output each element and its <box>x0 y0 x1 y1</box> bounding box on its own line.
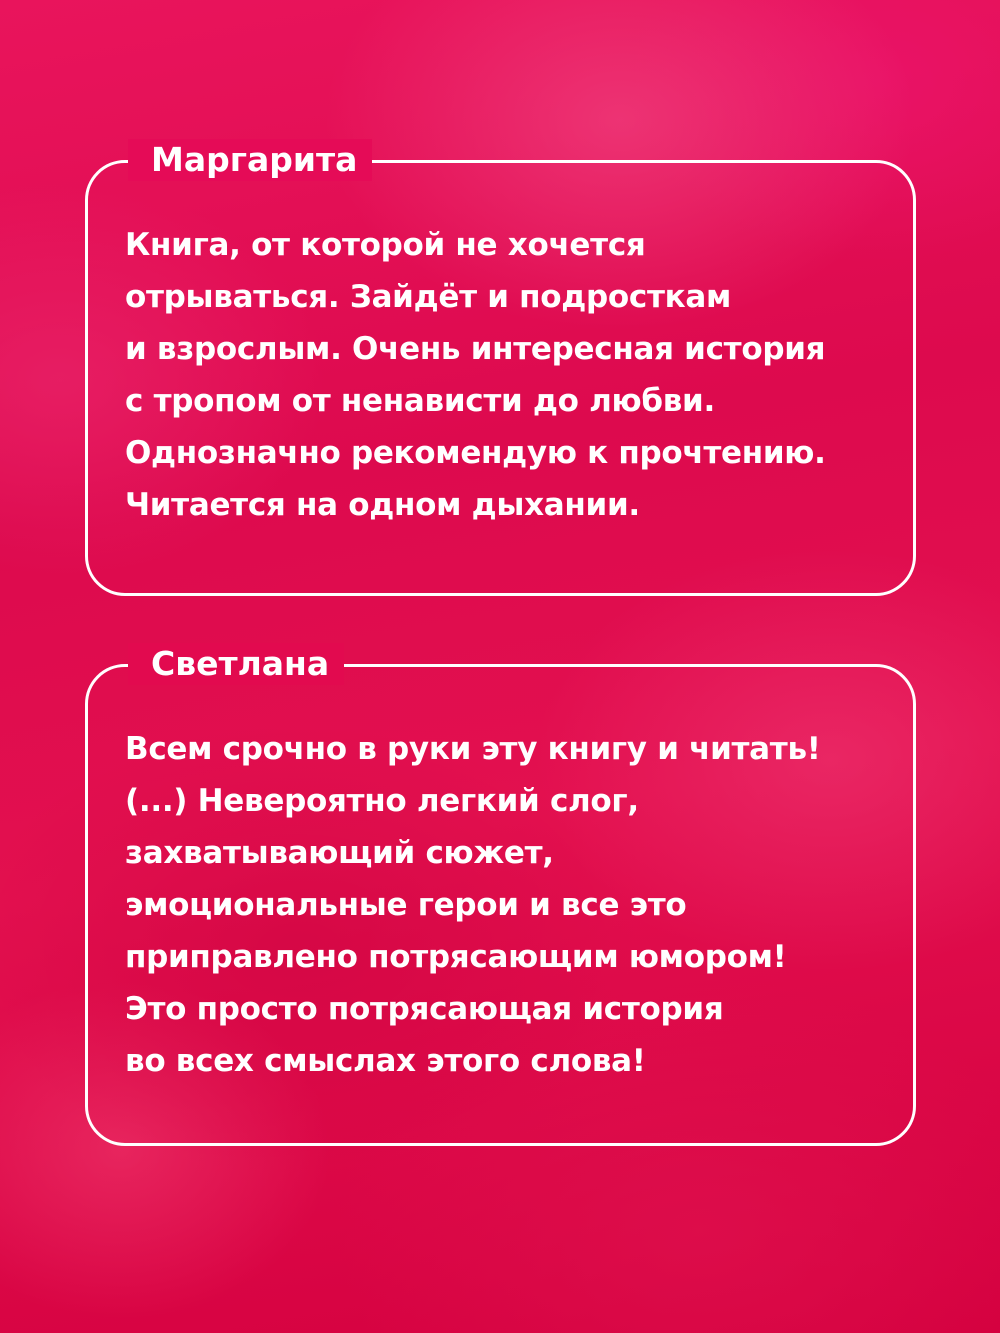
review-text-line: Читается на одном дыхании. <box>125 487 640 523</box>
review-text <box>125 219 883 531</box>
reviewer-name: Светлана <box>128 643 344 685</box>
review-text-line: во всех смыслах этого слова! <box>125 1043 646 1079</box>
review-card <box>85 140 916 596</box>
review-text-line: приправлено потрясающим юмором! <box>125 939 787 975</box>
review-card <box>85 644 916 1146</box>
review-text-line: отрываться. Зайдёт и подросткам <box>125 279 732 315</box>
review-text-line: с тропом от ненависти до любви. <box>125 383 715 419</box>
review-text-line: Это просто потрясающая история <box>125 991 724 1027</box>
review-text <box>125 723 883 1087</box>
review-text-line: и взрослым. Очень интересная история <box>125 331 826 367</box>
review-text-line: Всем срочно в руки эту книгу и читать! <box>125 731 821 767</box>
review-text-line: захватывающий сюжет, <box>125 835 554 871</box>
review-text-line: эмоциональные герои и все это <box>125 887 687 923</box>
review-text-line: (...) Невероятно легкий слог, <box>125 783 639 819</box>
review-text-line: Однозначно рекомендую к прочтению. <box>125 435 826 471</box>
review-text-line: Книга, от которой не хочется <box>125 227 646 263</box>
reviewer-name: Маргарита <box>128 139 372 181</box>
